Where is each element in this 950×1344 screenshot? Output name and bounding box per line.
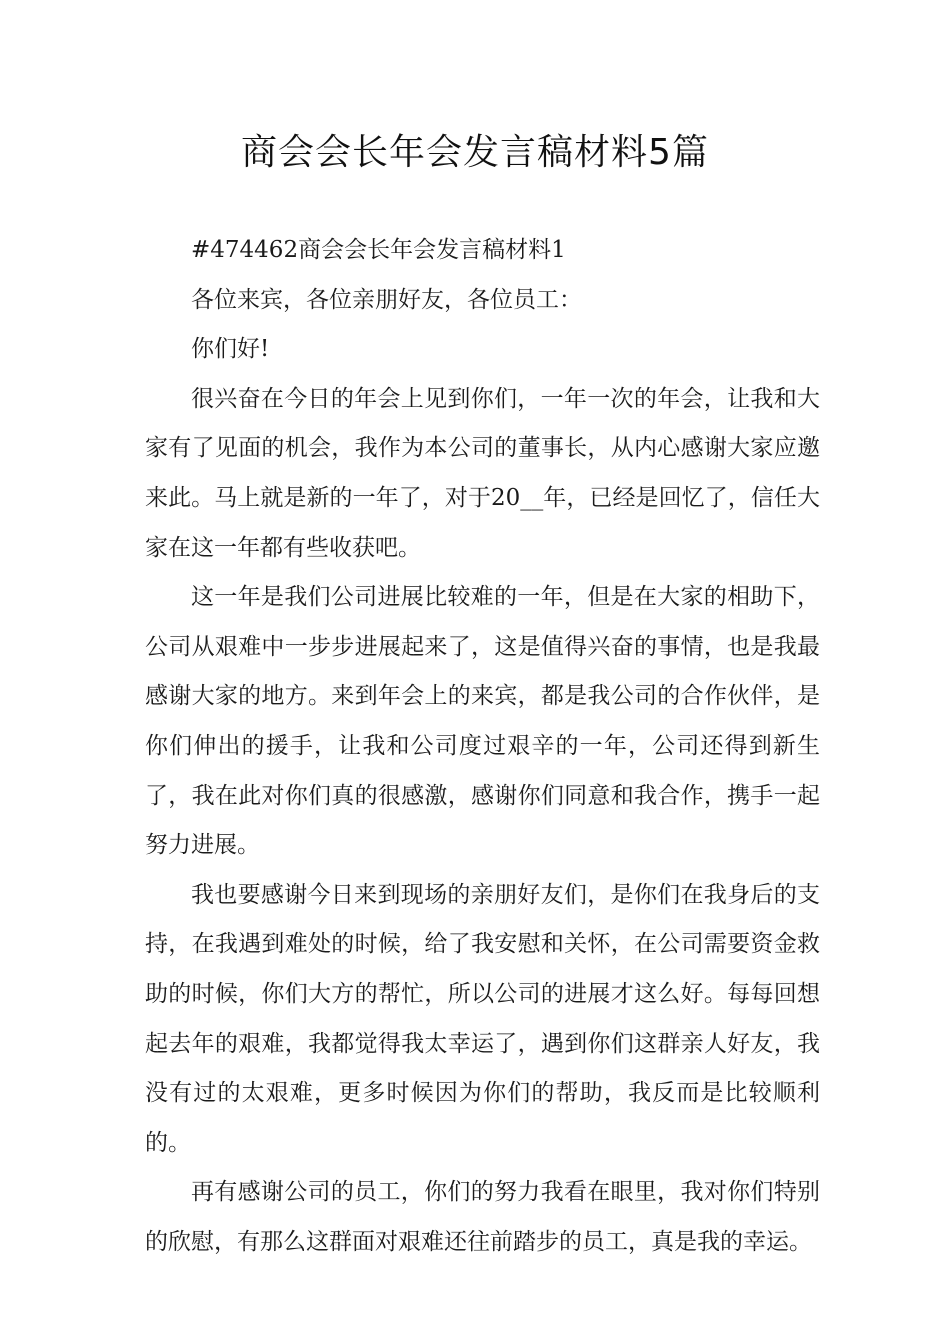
body-paragraph: 我也要感谢今日来到现场的亲朋好友们，是你们在我身后的支持，在我遇到难处的时候，给了我安慰和关怀，在公司需要资金救助的时候，你们大方的帮忙，所以公司的进展才这么好。每每回想起去年的艰难，我都觉得我太幸运了，遇到你们这群亲人好友，我没有过的太艰难，更多时候因为你们的帮助，我反而是比较顺利的。 <box>145 881 820 1156</box>
document-body <box>145 226 820 1267</box>
greeting: 你们好! <box>191 336 270 363</box>
body-paragraph: 很兴奋在今日的年会上见到你们，一年一次的年会，让我和大家有了见面的机会，我作为本公司的董事长，从内心感谢大家应邀来此。马上就是新的一年了，对于20__年，已经是回忆了，信任大家在这一年都有些收获吧。 <box>145 385 820 561</box>
body-paragraph: 这一年是我们公司进展比较难的一年，但是在大家的相助下，公司从艰难中一步步进展起来了，这是值得兴奋的事情，也是我最感谢大家的地方。来到年会上的来宾，都是我公司的合作伙伴，是你们伸出的援手，让我和公司度过艰辛的一年，公司还得到新生了，我在此对你们真的很感激，感谢你们同意和我合作，携手一起努力进展。 <box>145 584 820 859</box>
document-title: 商会会长年会发言稿材料5篇 <box>241 132 709 173</box>
salutation: 各位来宾，各位亲朋好友，各位员工： <box>191 286 582 313</box>
body-paragraph: 再有感谢公司的员工，你们的努力我看在眼里，我对你们特别的欣慰，有那么这群面对艰难还往前踏步的员工，真是我的幸运。 <box>145 1179 820 1255</box>
section-heading: #474462商会会长年会发言稿材料1 <box>191 237 566 263</box>
